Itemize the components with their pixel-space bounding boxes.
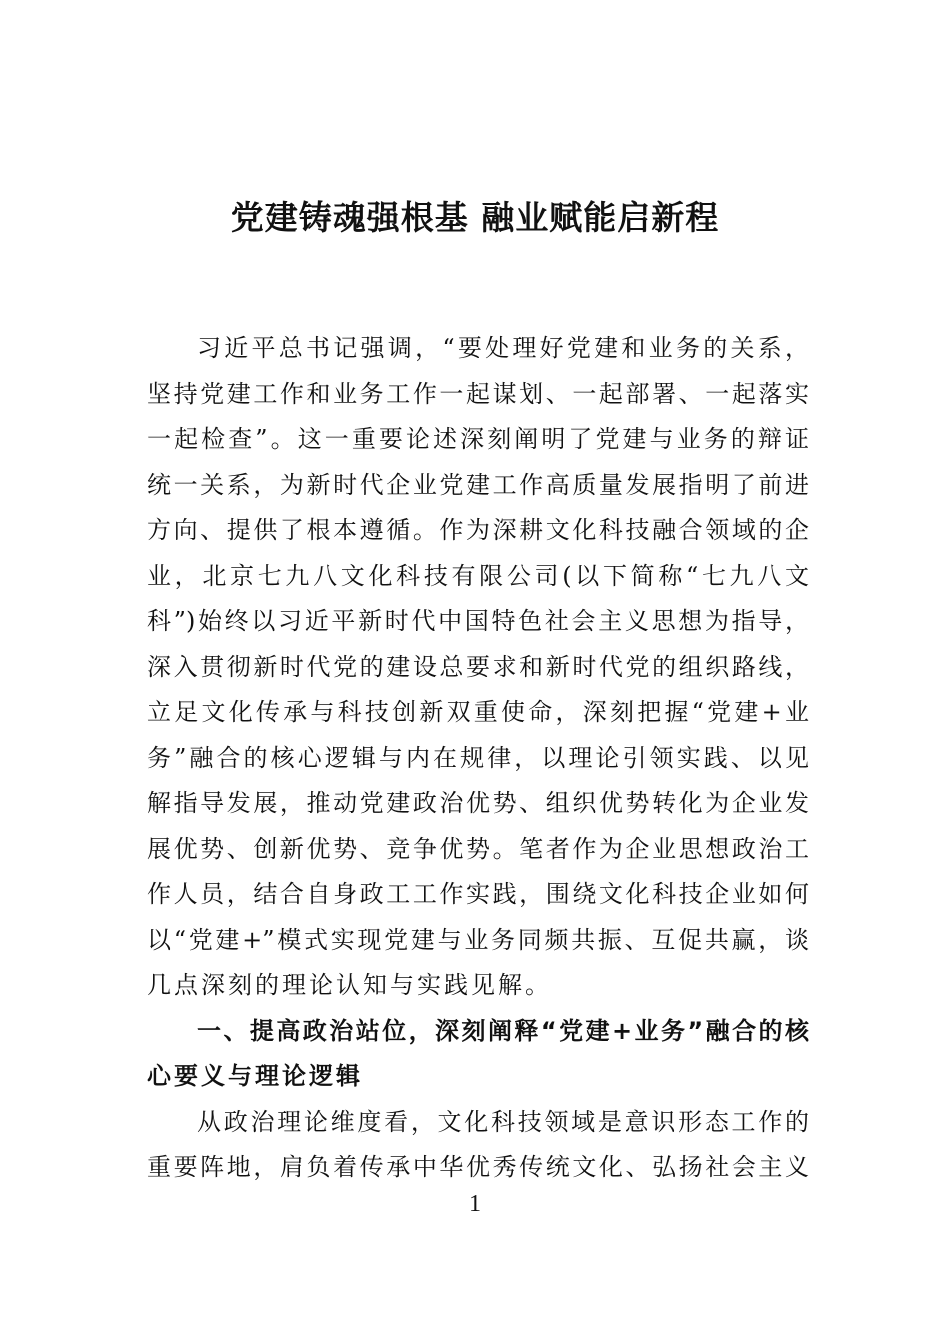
text-line: 以“党建+”模式实现党建与业务同频共振、互促共赢，谈 bbox=[147, 925, 809, 954]
text-line: 方向、提供了根本遵循。作为深耕文化科技融合领域的企 bbox=[147, 516, 809, 544]
text-line: 一起检查”。这一重要论述深刻阐明了党建与业务的辩证 bbox=[147, 425, 809, 453]
text-line: 从政治理论维度看，文化科技领域是意识形态工作的 bbox=[197, 1107, 809, 1136]
section-heading-1 bbox=[147, 1009, 809, 1100]
text-line: 重要阵地，肩负着传承中华优秀传统文化、弘扬社会主义 bbox=[147, 1153, 809, 1181]
text-line: 业，北京七九八文化科技有限公司(以下简称“七九八文 bbox=[147, 561, 809, 590]
document-body bbox=[147, 326, 809, 1191]
text-line: 务”融合的核心逻辑与内在规律，以理论引领实践、以见 bbox=[147, 743, 809, 772]
text-line: 坚持党建工作和业务工作一起谋划、一起部署、一起落实 bbox=[147, 379, 809, 408]
heading-line: 心要义与理论逻辑 bbox=[147, 1062, 363, 1090]
paragraph-intro bbox=[147, 326, 809, 1009]
text-line: 立足文化传承与科技创新双重使命，深刻把握“党建+业 bbox=[147, 698, 809, 726]
text-line: 科”)始终以习近平新时代中国特色社会主义思想为指导， bbox=[147, 607, 809, 635]
text-line: 深入贯彻新时代党的建设总要求和新时代党的组织路线， bbox=[147, 652, 809, 681]
page-number: 1 bbox=[469, 1191, 481, 1217]
heading-line: 一、提高政治站位，深刻阐释“党建+业务”融合的核 bbox=[197, 1016, 809, 1045]
paragraph-section-1 bbox=[147, 1100, 809, 1191]
text-line: 习近平总书记强调，“要处理好党建和业务的关系， bbox=[197, 334, 809, 362]
text-line: 作人员，结合自身政工工作实践，围绕文化科技企业如何 bbox=[147, 880, 809, 908]
document-title: 党建铸魂强根基 融业赋能启新程 bbox=[230, 198, 720, 237]
text-line: 展优势、创新优势、竞争优势。笔者作为企业思想政治工 bbox=[147, 834, 809, 863]
text-line: 几点深刻的理论认知与实践见解。 bbox=[147, 971, 552, 999]
text-line: 解指导发展，推动党建政治优势、组织优势转化为企业发 bbox=[147, 789, 809, 817]
text-line: 统一关系，为新时代企业党建工作高质量发展指明了前进 bbox=[147, 470, 809, 499]
